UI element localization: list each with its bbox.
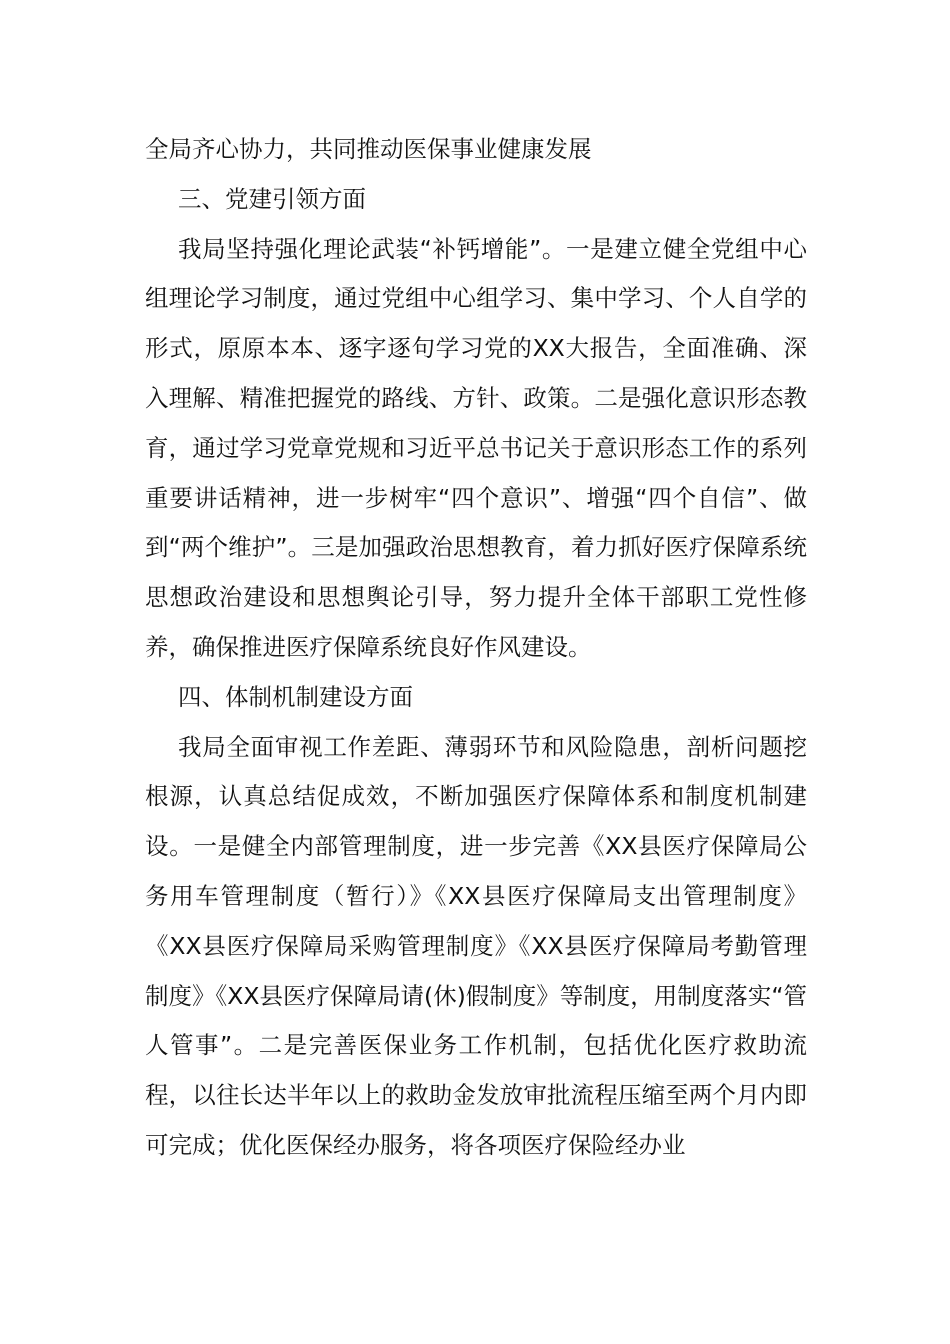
section-heading-party-building: 三、党建引领方面 <box>178 184 366 213</box>
continuation-paragraph: 全局齐心协力，共同推动医保事业健康发展 <box>145 135 592 163</box>
section-heading-institutional-mechanism: 四、体制机制建设方面 <box>178 682 413 711</box>
institutional-mechanism-paragraph: 我局全面审视工作差距、薄弱环节和风险隐患，剖析问题挖根源，认真总结促成效，不断加强医疗保障体系和制度机制建设。一是健全内部管理制度，进一步完善《XX县医疗保障局公务用车管理制度（暂行）》《XX县医疗保障局支出管理制度》《XX县医疗保障局采购管理制度》《XX县医疗保障局考勤管理制度》《XX县医疗保障局请(休)假制度》等制度，用制度落实“管人管事”。二是完善医保业务工作机制，包括优化医疗救助流程，以往长达半年以上的救助金发放审批流程压缩至两个月内即可完成；优化医保经办服务，将各项医疗保险经办业 <box>145 732 807 1159</box>
document-body <box>145 125 807 1171</box>
party-building-paragraph: 我局坚持强化理论武装“补钙增能”。一是建立健全党组中心组理论学习制度，通过党组中心组学习、集中学习、个人自学的形式，原原本本、逐字逐句学习党的XX大报告，全面准确、深入理解、精准把握党的路线、方针、政策。二是强化意识形态教育，通过学习党章党规和习近平总书记关于意识形态工作的系列重要讲话精神，进一步树牢“四个意识”、增强“四个自信”、做到“两个维护”。三是加强政治思想教育，着力抓好医疗保障系统思想政治建设和思想舆论引导，努力提升全体干部职工党性修养，确保推进医疗保障系统良好作风建设。 <box>145 234 807 661</box>
